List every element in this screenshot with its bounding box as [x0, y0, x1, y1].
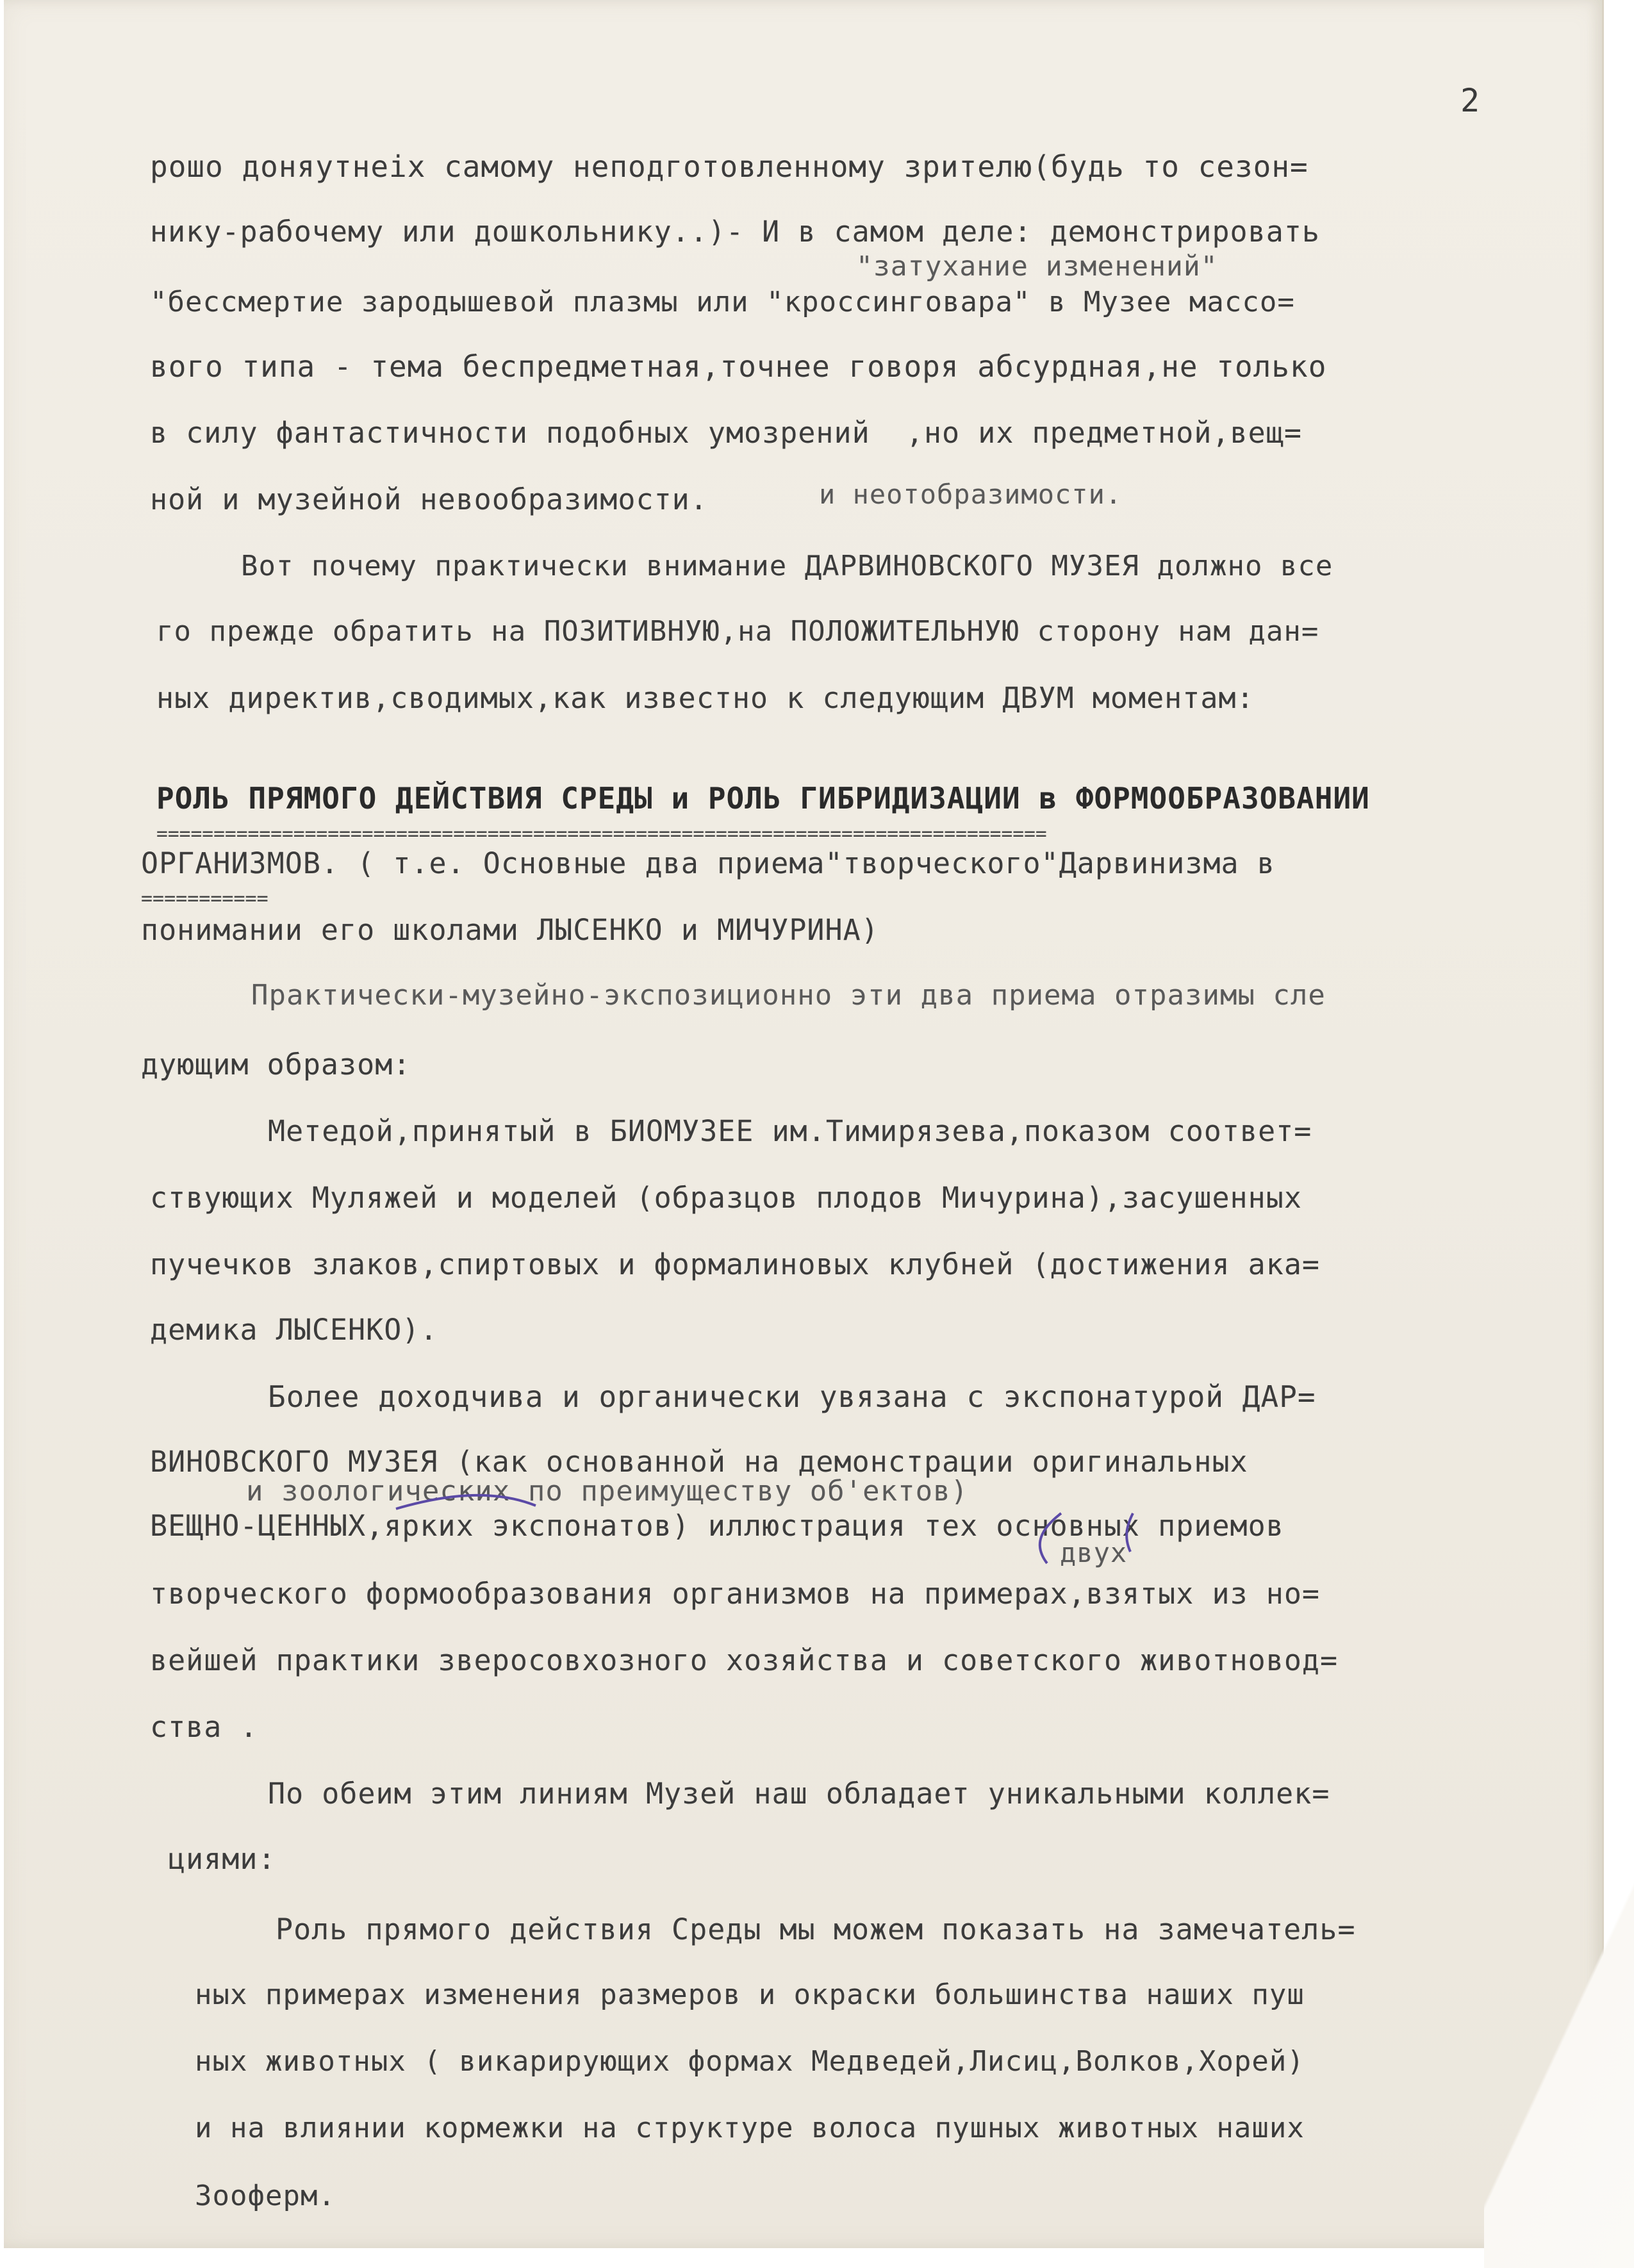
- text-line-18: ВЕЩНО-ЦЕННЫХ,ярких экспонатов) иллюстрация тех основных приемов: [150, 1509, 1284, 1543]
- text-line-19: творческого формообразования организмов на примерах,взятых из но=: [150, 1577, 1320, 1611]
- text-line-16: Более доходчива и органически увязана с экспонатурой ДАР=: [268, 1379, 1316, 1414]
- text-line-10: Практически-музейно-экспозиционно эти два приема отразимы сле: [251, 979, 1326, 1012]
- text-line-28: Зооферм.: [195, 2180, 336, 2212]
- text-line-17: ВИНОВСКОГО МУЗЕЯ (как основанной на демонстрации оригинальных: [150, 1445, 1248, 1479]
- page-corner-fold: [1484, 1858, 1634, 2268]
- heading-line-2: ОРГАНИЗМОВ. ( т.е. Основные два приема"творческого"Дарвинизма в: [141, 846, 1275, 880]
- text-line-22: По обеим этим линиям Музей наш обладает уникальными коллек=: [268, 1777, 1330, 1811]
- underline-rule-long: ==============================================================================: [156, 823, 1047, 844]
- page-number: 2: [1460, 82, 1480, 119]
- text-line-15: демика ЛЫСЕНКО).: [150, 1313, 438, 1347]
- heading-line-1: РОЛЬ ПРЯМОГО ДЕЙСТВИЯ СРЕДЫ и РОЛЬ ГИБРИДИЗАЦИИ в ФОРМООБРАЗОВАНИИ: [156, 781, 1370, 816]
- text-line-12: Метедой,принятый в БИОМУЗЕЕ им.Тимирязева,показом соответ=: [268, 1114, 1312, 1148]
- text-line-5: в силу фантастичности подобных умозрений ,но их предметной,вещ=: [150, 416, 1302, 450]
- document-page: [4, 0, 1604, 2248]
- text-line-20: вейшей практики зверосовхозного хозяйства и советского животновод=: [150, 1643, 1339, 1677]
- text-line-27: и на влиянии кормежки на структуре волоса пушных животных наших: [195, 2112, 1305, 2144]
- text-line-26: ных животных ( викарирующих формах Медведей,Лисиц,Волков,Хорей): [195, 2045, 1305, 2078]
- insertion-line-17: и зоологических по преимуществу об'ектов): [246, 1475, 969, 1508]
- text-line-8: го прежде обратить на ПОЗИТИВНУЮ,на ПОЛОЖИТЕЛЬНУЮ сторону нам дан=: [156, 615, 1319, 648]
- text-line-21: ства .: [150, 1710, 258, 1744]
- text-line-25: ных примерах изменения размеров и окраски большинства наших пуш: [195, 1978, 1305, 2011]
- text-line-7: Вот почему практически внимание ДАРВИНОВСКОГО МУЗЕЯ должно все: [241, 550, 1333, 582]
- underline-rule-short: ===========: [141, 887, 268, 910]
- text-line-14: пучечков злаков,спиртовых и формалиновых клубней (достижения ака=: [150, 1247, 1320, 1281]
- text-line-13: ствующих Муляжей и моделей (образцов плодов Мичурина),засушенных: [150, 1181, 1302, 1215]
- insertion-line-18: двух: [1060, 1537, 1128, 1568]
- text-line-4: вого типа - тема беспредметная,точнее говоря абсурдная,не только: [150, 349, 1327, 384]
- text-line-23: циями:: [168, 1842, 276, 1876]
- text-line-3: "бессмертие зародышевой плазмы или "кроссинговара" в Музее массо=: [150, 286, 1295, 318]
- insertion-above-line-3: "затухание изменений": [856, 251, 1218, 283]
- text-line-1: рошо доняутнеіх самому неподготовленному зрителю(будь то сезон=: [150, 149, 1308, 184]
- text-line-2: нику-рабочему или дошкольнику..)- И в самом деле: демонстрировать: [150, 215, 1320, 249]
- text-line-24: Роль прямого действия Среды мы можем показать на замечатель=: [276, 1912, 1356, 1946]
- text-line-11: дующим образом:: [141, 1048, 411, 1081]
- text-line-6: ной и музейной невообразимости.: [150, 482, 708, 516]
- text-line-9: ных директив,сводимых,как известно к следующим ДВУМ моментам:: [156, 681, 1255, 715]
- insertion-line-6: и неотобразимости.: [819, 479, 1123, 510]
- heading-line-3: понимании его школами ЛЫСЕНКО и МИЧУРИНА): [141, 913, 879, 947]
